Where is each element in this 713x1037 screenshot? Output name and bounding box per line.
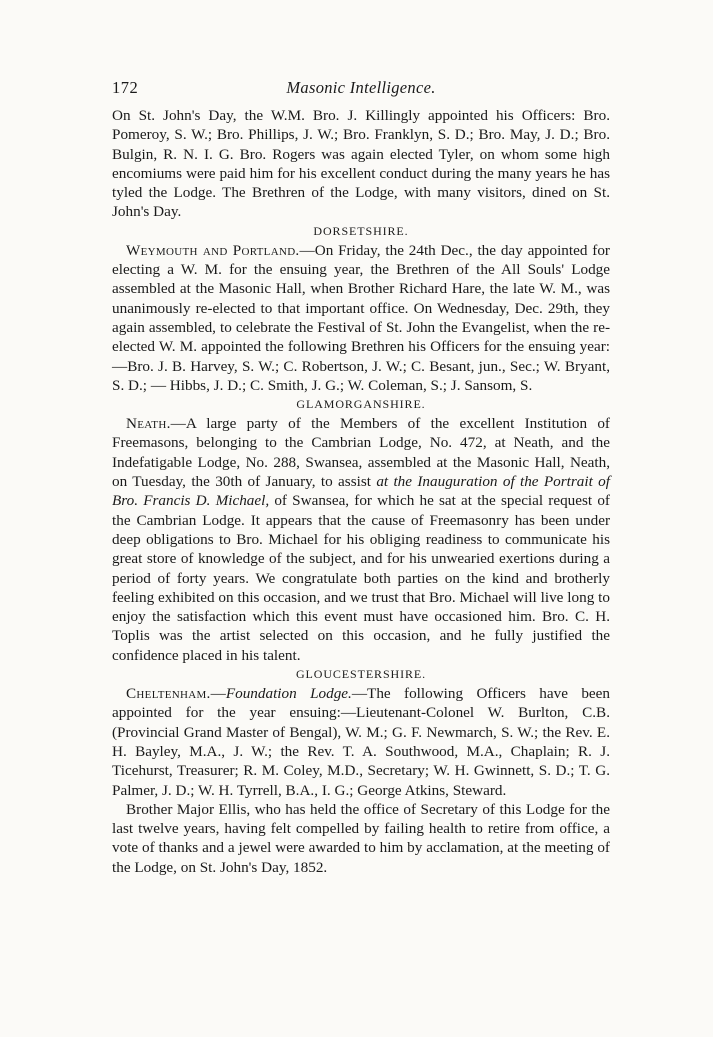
gloucestershire-text: —The following Officers have been appointed for the year ensuing:—Lieutenant-Colonel W. Burlton, C.B. (Provincial Grand Master of Bengal), W. M.; G. F. Newmarch, S. W.; the Rev. E. H. Bayley, M.A., J. W.; the Rev. T. A. Southwood, M.A., Chaplain; R. J. Ticehurst, Treasurer; R. M. Coley, M.D., Secretary; W. H. Gwinnett, S. D.; T. G. Palmer, J. D.; W. H. Tyrrell, B.A., I. G.; George Atkins, Steward. <box>112 685 610 799</box>
paragraph-dorsetshire <box>112 241 610 395</box>
lodge-name-foundation: Foundation Lodge. <box>225 685 352 703</box>
article-body <box>112 106 610 877</box>
page-number: 172 <box>112 78 139 97</box>
section-heading-dorsetshire: DORSETSHIRE. <box>313 223 409 238</box>
section-heading-gloucestershire: GLOUCESTERSHIRE. <box>295 667 427 682</box>
place-lead-neath: Neath. <box>126 415 171 433</box>
paragraph-glamorganshire <box>112 414 610 665</box>
gloucestershire-dash: — <box>210 685 226 703</box>
section-heading-glamorganshire: GLAMORGANSHIRE. <box>296 397 426 412</box>
running-head <box>112 78 610 106</box>
running-title: Masonic Intelligence. <box>286 78 436 97</box>
glamorganshire-text-before: —A large party of the Members of the excellent Institution of Freemasons, belonging to the Cambrian Lodge, No. 472, at Neath, and the Indefatigable Lodge, No. 288, Swansea, assembled at the Masonic Hall, Neath, on Tuesday, the 30th of January, to assist <box>112 415 610 491</box>
glamorganshire-text-after: of Swansea, for which he sat at the special request of the Cambrian Lodge. It appears that the cause of Freemasonry has been under deep obligations to Bro. Michael for his obliging readiness to communicate his great store of knowledge of the subject, and for his unwearied exertions during a period of forty years. We congratulate both parties on the kind and brotherly feeling exhibited on this occasion, and we trust that Bro. Michael will live long to enjoy the satisfaction which this event must have occasioned him. Bro. C. H. Toplis was the artist selected on this occasion, and he fully justified the confidence placed in his talent. <box>112 492 610 664</box>
place-lead-cheltenham: Cheltenham. <box>126 685 211 703</box>
book-page <box>112 78 610 877</box>
dorsetshire-text: —On Friday, the 24th Dec., the day appointed for electing a W. M. for the ensuing year, the Brethren of the All Souls' Lodge assembled at the Masonic Hall, when Brother Richard Hare, the late W. M., was unanimously re-elected to that important office. On Wednesday, Dec. 29th, they again assembled, to celebrate the Festival of St. John the Evangelist, when the re-elected W. M. appointed the following Brethren his Officers for the ensuing year:—Bro. J. B. Harvey, S. W.; C. Robertson, J. W.; C. Besant, jun., Sec.; W. Bryant, S. D.; — Hibbs, J. D.; C. Smith, J. G.; W. Coleman, S.; J. Sansom, S. <box>112 241 610 394</box>
paragraph-major-ellis: Brother Major Ellis, who has held the office of Secretary of this Lodge for the last twelve years, having felt compelled by failing health to retire from office, a vote of thanks and a jewel were awarded to him by acclamation, at the meeting of the Lodge, on St. John's Day, 1852. <box>112 800 610 876</box>
paragraph-gloucestershire <box>112 684 610 800</box>
glamorganshire-italic: at the Inauguration of the Portrait of Bro. Francis D. Michael, <box>112 473 610 510</box>
paragraph-st-johns-day: On St. John's Day, the W.M. Bro. J. Killingly appointed his Officers: Bro. Pomeroy, S. W.; Bro. Phillips, J. W.; Bro. Franklyn, S. D.; Bro. May, J. D.; Bro. Bulgin, R. N. I. G. Bro. Rogers was again elected Tyler, on whom some high encomiums were paid him for his excellent conduct during the many years he has tyled the Lodge. The Brethren of the Lodge, with many visitors, dined on St. John's Day. <box>112 107 610 221</box>
place-lead-weymouth: Weymouth and Portland. <box>126 241 300 259</box>
